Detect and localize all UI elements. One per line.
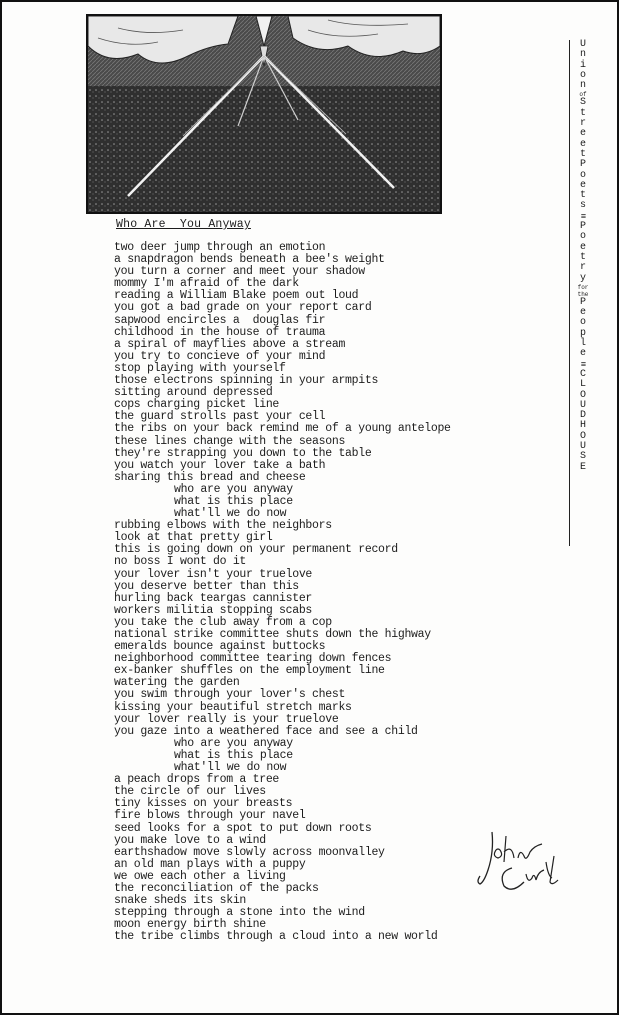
sidebar-char: L — [579, 379, 586, 391]
sidebar-vertical-credit — [569, 40, 590, 546]
sidebar-char: e — [579, 307, 586, 319]
sidebar-text — [576, 40, 590, 473]
poem-line: workers militia stopping scabs — [114, 603, 313, 617]
refrain-line: what'll we do now — [174, 761, 287, 775]
sidebar-char: ≡ — [580, 359, 586, 370]
poem-line: emeralds bounce against buttocks — [114, 640, 326, 654]
poem-line: you take the club away from a cop — [114, 615, 332, 629]
poem-line: your lover really is your truelove — [114, 712, 339, 726]
poem-line: kissing your beautiful stretch marks — [114, 700, 352, 714]
poem-line: the circle of our lives — [114, 785, 266, 799]
sidebar-char: e — [579, 348, 586, 360]
sidebar-char: s — [579, 200, 586, 212]
sidebar-char: i — [579, 59, 586, 71]
poem-line: you try to concieve of your mind — [114, 349, 326, 363]
sidebar-char: U — [579, 39, 586, 50]
poem-line: childhood in the house of trauma — [114, 325, 326, 339]
sidebar-char: D — [579, 410, 586, 422]
poem-line: snake sheds its skin — [114, 894, 247, 908]
poem-line: sapwood encircles a douglas fir — [114, 313, 326, 327]
poem-line: cops charging picket line — [114, 398, 280, 412]
poem-line: neighborhood committee tearing down fences — [114, 652, 392, 666]
sidebar-char: r — [579, 262, 586, 274]
sidebar-char: e — [579, 179, 586, 191]
poem-line: a peach drops from a tree — [114, 773, 280, 787]
refrain-line: what is this place — [174, 748, 293, 762]
handwritten-signature — [472, 822, 567, 902]
poem-line: stepping through a stone into the wind — [114, 906, 365, 920]
poem-line: you got a bad grade on your report card — [114, 301, 372, 315]
refrain-line: what'll we do now — [174, 507, 287, 521]
poem-line: stop playing with yourself — [114, 361, 286, 375]
sidebar-char: P — [579, 159, 586, 171]
sidebar-char: t — [579, 251, 586, 263]
poem-line: you gaze into a weathered face and see a child — [114, 724, 418, 738]
poem-line: you watch your lover take a bath — [114, 458, 326, 472]
poem-line: moon energy birth shine — [114, 918, 266, 932]
poem-line: we owe each other a living — [114, 869, 286, 883]
poem-line: reading a William Blake poem out loud — [114, 289, 359, 303]
refrain-line: who are you anyway — [174, 482, 293, 496]
sunburst-illustration — [86, 14, 442, 214]
poem-line: the tribe climbs through a cloud into a new world — [114, 930, 438, 944]
poem-line: watering the garden — [114, 676, 240, 690]
sidebar-char: r — [579, 118, 586, 130]
sidebar-char: o — [579, 169, 586, 181]
sidebar-char: of — [579, 91, 587, 99]
poem-line: seed looks for a spot to put down roots — [114, 821, 372, 835]
sidebar-char: for — [577, 283, 589, 291]
poem-line: the guard strolls past your cell — [114, 410, 326, 424]
poem-line: you turn a corner and meet your shadow — [114, 265, 365, 279]
sidebar-char: U — [579, 440, 586, 452]
sidebar-char: ≡ — [580, 211, 586, 222]
poem-line: these lines change with the seasons — [114, 434, 346, 448]
poem-title: Who Are You Anyway — [116, 218, 251, 231]
sidebar-char: e — [579, 241, 586, 253]
poem-line: the ribs on your back remind me of a young antelope — [114, 422, 451, 436]
sidebar-char: S — [579, 97, 586, 109]
poem-line: mommy I'm afraid of the dark — [114, 277, 299, 291]
poem-line: an old man plays with a puppy — [114, 857, 306, 871]
sidebar-char: o — [579, 69, 586, 81]
sunburst-image — [88, 16, 440, 212]
sidebar-char: O — [579, 430, 586, 442]
sidebar-char: n — [579, 49, 586, 61]
poem-line: ex-banker shuffles on the employment line — [114, 664, 385, 678]
poem-line: no boss I wont do it — [114, 555, 247, 569]
poem-line: two deer jump through an emotion — [114, 241, 326, 254]
sidebar-char: H — [579, 420, 586, 432]
poem-line: a snapdragon bends beneath a bee's weight — [114, 253, 385, 267]
sidebar-char: e — [579, 138, 586, 150]
sidebar-char: o — [579, 317, 586, 329]
poem-line: sitting around depressed — [114, 386, 273, 400]
poem-line: a spiral of mayflies above a stream — [114, 337, 346, 351]
poem-line: earthshadow move slowly across moonvalley — [114, 845, 385, 859]
poem-line: sharing this bread and cheese — [114, 470, 306, 484]
sidebar-char: t — [579, 148, 586, 160]
sidebar-char: e — [579, 128, 586, 140]
sidebar-char: U — [579, 399, 586, 411]
poem-line: national strike committee shuts down the highway — [114, 628, 431, 641]
sidebar-char: t — [579, 107, 586, 119]
poem-line: tiny kisses on your breasts — [114, 797, 293, 811]
sidebar-char: O — [579, 389, 586, 401]
sidebar-char: P — [579, 296, 586, 308]
poem-line: you swim through your lover's chest — [114, 688, 346, 702]
poem-line: you make love to a wind — [114, 833, 266, 847]
poem-line: they're strapping you down to the table — [114, 446, 372, 460]
sidebar-char: o — [579, 231, 586, 243]
poem-line: rubbing elbows with the neighbors — [114, 519, 332, 533]
refrain-line: what is this place — [174, 494, 293, 508]
sidebar-char: the — [577, 290, 589, 298]
sidebar-char: t — [579, 190, 586, 202]
sidebar-char: y — [579, 272, 586, 284]
sidebar-char: E — [579, 461, 586, 473]
poem-body — [114, 242, 451, 943]
poem-line: you deserve better than this — [114, 579, 299, 593]
sidebar-char: l — [579, 338, 586, 350]
poem-line: fire blows through your navel — [114, 809, 306, 823]
poem-line: hurling back teargas cannister — [114, 591, 313, 605]
sidebar-char: P — [579, 221, 586, 233]
sidebar-char: S — [579, 451, 586, 463]
poem-line: your lover isn't your truelove — [114, 567, 313, 581]
sidebar-char: p — [579, 327, 586, 339]
poem-line: the reconciliation of the packs — [114, 881, 319, 895]
sidebar-char: n — [579, 80, 586, 92]
poem-line: this is going down on your permanent record — [114, 543, 398, 557]
refrain-line: who are you anyway — [174, 736, 293, 750]
poem-line: those electrons spinning in your armpits — [114, 374, 379, 388]
poem-line: look at that pretty girl — [114, 531, 273, 545]
sidebar-char: C — [579, 368, 586, 380]
